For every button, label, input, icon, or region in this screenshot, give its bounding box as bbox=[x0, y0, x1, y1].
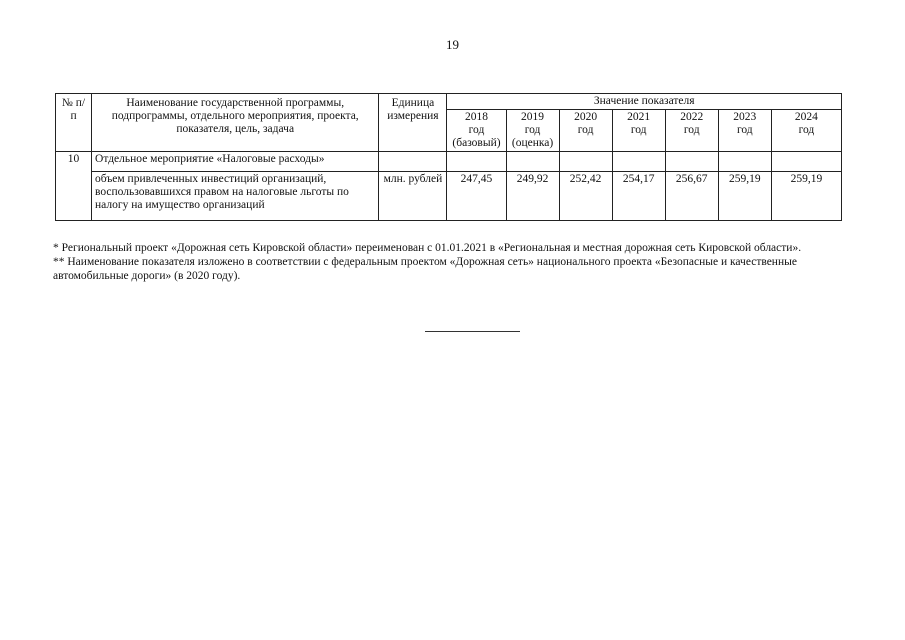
header-year-2018: 2018 год (базовый) bbox=[447, 110, 506, 152]
header-value-group: Значение показателя bbox=[447, 94, 842, 110]
header-year-2019: 2019 год (оценка) bbox=[506, 110, 559, 152]
empty-cell bbox=[379, 152, 447, 172]
closing-rule bbox=[425, 331, 520, 332]
empty-cell bbox=[447, 152, 506, 172]
footnote-2: ** Наименование показателя изложено в соответствии с федеральным проектом «Дорожная сеть» национального проекта «Безопасные и качественные автомобильные дороги» (в 2020 году). bbox=[53, 256, 797, 282]
value-2020: 252,42 bbox=[559, 172, 612, 221]
header-num: № п/п bbox=[56, 94, 92, 152]
header-unit: Единица измерения bbox=[379, 94, 447, 152]
value-2018: 247,45 bbox=[447, 172, 506, 221]
empty-cell bbox=[559, 152, 612, 172]
event-name: Отдельное мероприятие «Налоговые расходы» bbox=[92, 152, 379, 172]
value-2021: 254,17 bbox=[612, 172, 665, 221]
table-row bbox=[56, 152, 842, 172]
header-year-2021: 2021 год bbox=[612, 110, 665, 152]
page-number: 19 bbox=[446, 37, 459, 52]
row-num: 10 bbox=[56, 152, 92, 221]
empty-cell bbox=[771, 152, 841, 172]
indicator-name: объем привлеченных инвестиций организаций, воспользовавшихся правом на налоговые льготы по налогу на имущество организаций bbox=[92, 172, 379, 221]
footnote-1: * Региональный проект «Дорожная сеть Кировской области» переименован с 01.01.2021 в «Региональная и местная дорожная сеть Кировской области». bbox=[53, 242, 802, 254]
indicator-unit: млн. рублей bbox=[379, 172, 447, 221]
header-year-2020: 2020 год bbox=[559, 110, 612, 152]
indicators-table bbox=[55, 93, 842, 221]
value-2024: 259,19 bbox=[771, 172, 841, 221]
header-year-2024: 2024 год bbox=[771, 110, 841, 152]
header-row bbox=[56, 94, 842, 110]
value-2022: 256,67 bbox=[665, 172, 718, 221]
value-2019: 249,92 bbox=[506, 172, 559, 221]
footnotes bbox=[53, 241, 853, 283]
table-row bbox=[56, 172, 842, 221]
empty-cell bbox=[718, 152, 771, 172]
empty-cell bbox=[665, 152, 718, 172]
header-year-2023: 2023 год bbox=[718, 110, 771, 152]
header-year-2022: 2022 год bbox=[665, 110, 718, 152]
value-2023: 259,19 bbox=[718, 172, 771, 221]
empty-cell bbox=[506, 152, 559, 172]
empty-cell bbox=[612, 152, 665, 172]
header-name: Наименование государственной программы, подпрограммы, отдельного мероприятия, проекта, показателя, цель, задача bbox=[92, 94, 379, 152]
